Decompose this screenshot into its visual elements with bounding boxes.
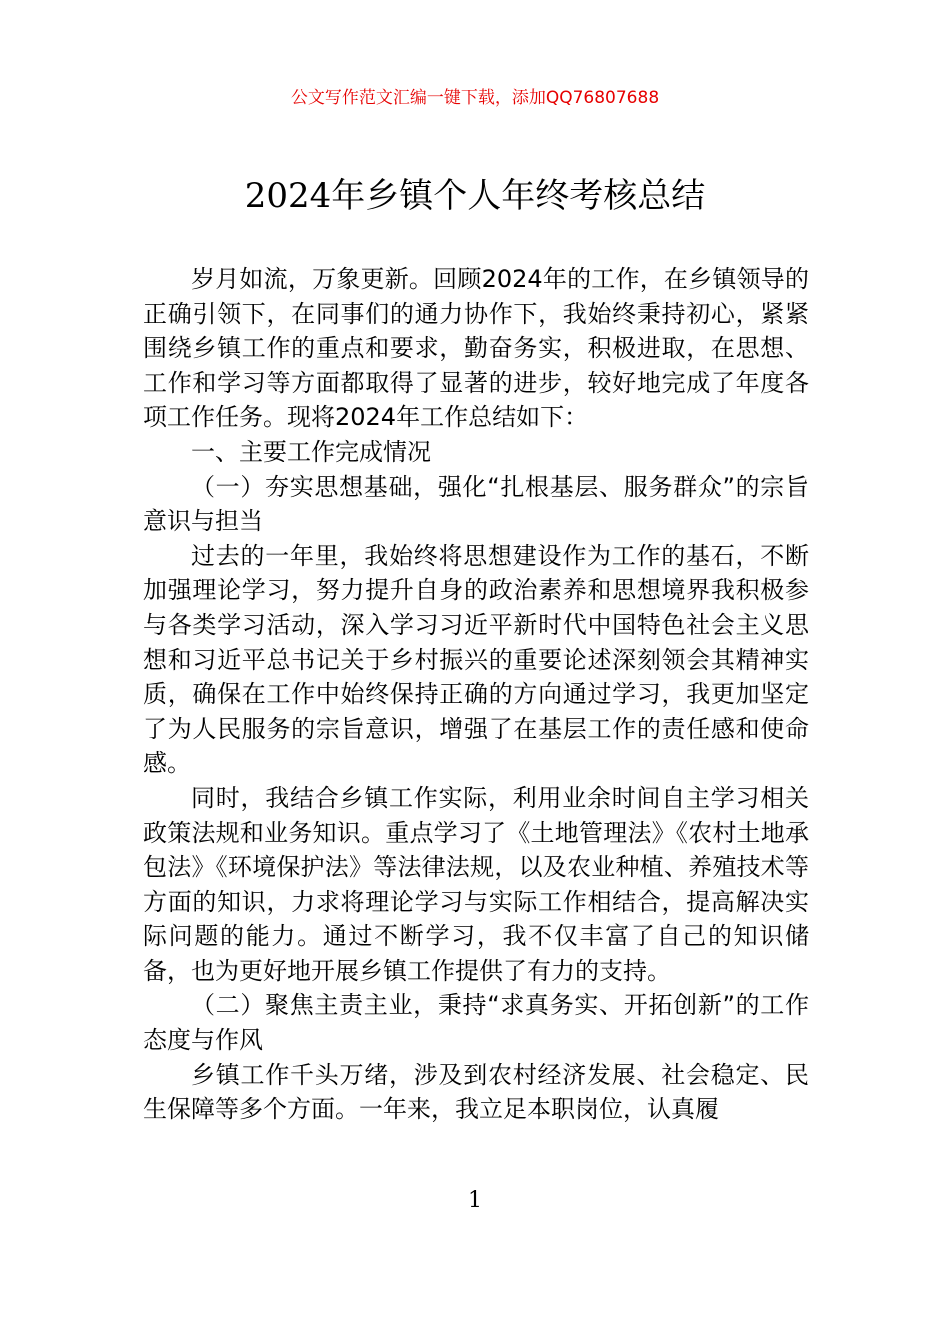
body-paragraph: 过去的一年里，我始终将思想建设作为工作的基石，不断加强理论学习，努力提升自身的政治素养和思想境界我积极参与各类学习活动，深入学习习近平新时代中国特色社会主义思想和习近平总书记关于乡村振兴的重要论述深刻领会其精神实质，确保在工作中始终保持正确的方向通过学习，我更加坚定了为人民服务的宗旨意识，增强了在基层工作的责任感和使命感。 bbox=[143, 541, 809, 778]
page-number: 1 bbox=[468, 1188, 482, 1213]
body-paragraph: 同时，我结合乡镇工作实际，利用业余时间自主学习相关政策法规和业务知识。重点学习了《土地管理法》《农村土地承包法》《环境保护法》等法律法规，以及农业种植、养殖技术等方面的知识，力求将理论学习与实际工作相结合，提高解决实际问题的能力。通过不断学习，我不仅丰富了自己的知识储备，也为更好地开展乡镇工作提供了有力的支持。 bbox=[143, 783, 809, 985]
body-paragraph: 乡镇工作千头万绪，涉及到农村经济发展、社会稳定、民生保障等多个方面。一年来，我立足本职岗位，认真履 bbox=[143, 1060, 809, 1124]
subsection-heading: （二）聚焦主责主业，秉持“求真务实、开拓创新”的工作态度与作风 bbox=[143, 991, 809, 1055]
subsection-heading: （一）夯实思想基础，强化“扎根基层、服务群众”的宗旨意识与担当 bbox=[143, 472, 809, 536]
download-banner: 公文写作范文汇编一键下载，添加QQ76807688 bbox=[290, 88, 660, 108]
section-heading: 一、主要工作完成情况 bbox=[191, 437, 431, 466]
intro-paragraph: 岁月如流，万象更新。回顾2024年的工作，在乡镇领导的正确引领下，在同事们的通力协作下，我始终秉持初心，紧紧围绕乡镇工作的重点和要求，勤奋务实，积极进取，在思想、工作和学习等方面都取得了显著的进步，较好地完成了年度各项工作任务。现将2024年工作总结如下： bbox=[143, 265, 809, 432]
document-title: 2024年乡镇个人年终考核总结 bbox=[244, 176, 706, 216]
document-body bbox=[143, 262, 809, 1127]
